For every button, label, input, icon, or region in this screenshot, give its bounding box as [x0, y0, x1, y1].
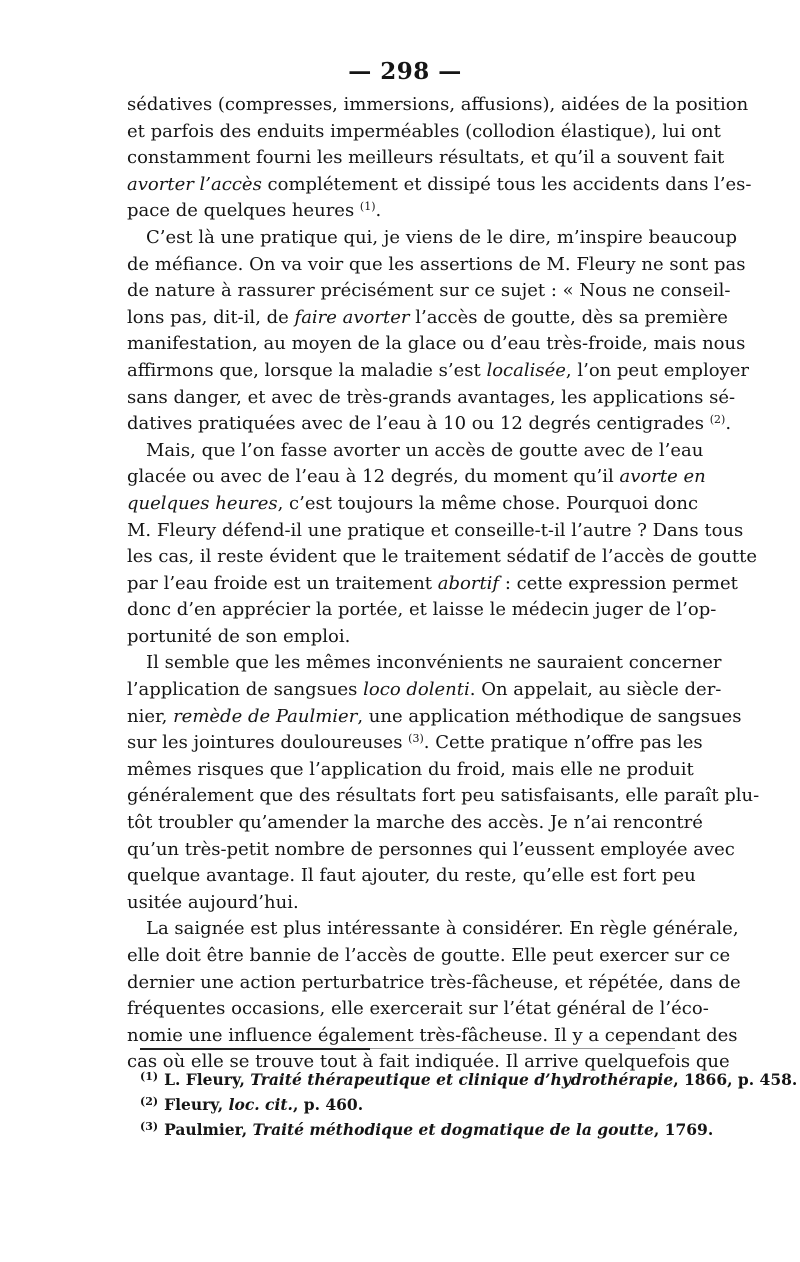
text-line — [127, 464, 706, 491]
page-number: — 298 — — [348, 58, 462, 85]
text-line — [127, 863, 696, 890]
italic-text: Traité méthodique et dogmatique de la goutte — [252, 1120, 654, 1139]
text-line — [127, 1023, 738, 1050]
text-run: , une application méthodique de sangsues — [357, 705, 742, 727]
text-run: nomie une influence également très-fâcheuse. Il y a cependant des — [127, 1024, 738, 1046]
footnote — [140, 1066, 798, 1091]
footnote-rule-extension — [370, 1048, 675, 1049]
text-line — [127, 198, 673, 225]
text-line — [127, 837, 735, 864]
text-run: , c’est toujours la même chose. Pourquoi donc — [277, 492, 699, 514]
italic-text: loco dolenti — [363, 679, 470, 701]
italic-text: abortif — [437, 572, 500, 594]
text-line — [127, 252, 746, 279]
italic-text: avorter l’accès — [127, 173, 262, 195]
text-run: l’accès de goutte, dès sa première — [409, 306, 728, 328]
text-run: sédatives (compresses, immersions, affusions), aidées de la position — [127, 94, 749, 115]
italic-text: loc. cit. — [228, 1095, 293, 1114]
text-run: donc d’en apprécier la portée, et laisse le médecin juger de l’op- — [127, 599, 717, 621]
footnote-marker: (3) — [140, 1120, 159, 1133]
text-line — [127, 597, 717, 624]
text-line — [127, 518, 744, 545]
text-run: par l’eau froide est un traitement — [127, 572, 438, 594]
text-run: datives pratiquées avec de l’eau à 10 ou 12 degrés centigrades — [127, 413, 710, 435]
text-line — [127, 970, 741, 997]
text-run: cas où elle se trouve tout à fait indiquée. Il arrive quelquefois que — [127, 1051, 730, 1073]
text-line — [127, 571, 738, 598]
footnote — [140, 1091, 680, 1116]
text-run: elle doit être bannie de l’accès de goutte. Elle peut exercer sur ce — [127, 945, 731, 966]
italic-text: quelques heures — [127, 492, 278, 514]
footnote-marker: (2) — [140, 1095, 159, 1108]
text-run: , 1769. — [653, 1120, 714, 1139]
text-run: L. Fleury, — [164, 1070, 251, 1089]
text-line — [127, 225, 738, 252]
text-line — [127, 438, 704, 465]
text-line — [127, 145, 725, 172]
text-run: M. Fleury défend-il une pratique et conseille-t-il l’autre ? Dans tous — [127, 519, 744, 541]
text-line — [127, 119, 721, 146]
text-run: affirmons que, lorsque la maladie s’est — [127, 359, 487, 381]
text-run: pace de quelques heures — [127, 200, 360, 222]
text-run: quelque avantage. Il faut ajouter, du reste, qu’elle est fort peu — [127, 865, 696, 887]
text-run: portunité de son emploi. — [127, 625, 351, 647]
text-run: sans danger, et avec de très-grands avantages, les applications sé- — [127, 386, 736, 408]
text-line — [127, 810, 703, 837]
italic-text: avorte en — [619, 466, 706, 488]
text-run: sur les jointures douloureuses — [127, 732, 409, 754]
text-run: La saignée est plus intéressante à considérer. En règle générale, — [146, 918, 739, 940]
text-line — [127, 385, 736, 412]
text-run: glacée ou avec de l’eau à 12 degrés, du moment qu’il — [127, 466, 620, 488]
footnote-reference: (2) — [709, 413, 726, 427]
text-line — [127, 305, 728, 332]
footnote-reference: (3) — [408, 732, 424, 746]
footnote — [140, 1116, 714, 1141]
text-run: . On appelait, au siècle der- — [469, 679, 722, 701]
text-run: C’est là une pratique qui, je viens de le dire, m’inspire beaucoup — [146, 226, 738, 248]
text-run: de méfiance. On va voir que les assertions de M. Fleury ne sont pas — [127, 253, 746, 275]
text-line — [127, 92, 749, 119]
footnote-marker: (1) — [140, 1070, 159, 1083]
text-run: mêmes risques que l’application du froid, mais elle ne produit — [127, 758, 694, 780]
text-run: . — [375, 200, 382, 222]
text-line — [127, 650, 722, 677]
italic-text: faire avorter — [294, 306, 410, 328]
text-run: l’application de sangsues — [127, 679, 364, 701]
text-run: , l’on peut employer — [565, 359, 749, 381]
text-run: constamment fourni les meilleurs résultats, et qu’il a souvent fait — [127, 147, 725, 169]
text-run: . — [725, 413, 732, 435]
text-run: généralement que des résultats fort peu satisfaisants, elle paraît plu- — [127, 785, 760, 807]
text-run: qu’un très-petit nombre de personnes qui l’eussent employée avec — [127, 838, 735, 860]
text-line — [127, 890, 673, 917]
italic-text: localisée — [486, 359, 566, 381]
text-line — [127, 916, 739, 943]
text-line — [127, 624, 673, 651]
text-line — [127, 278, 731, 305]
text-run: Il semble que les mêmes inconvénients ne sauraient concerner — [146, 652, 722, 674]
text-run: et parfois des enduits imperméables (collodion élastique), lui ont — [127, 120, 721, 142]
text-line — [127, 704, 742, 731]
text-line — [127, 411, 732, 438]
text-line — [127, 544, 757, 571]
text-run: les cas, il reste évident que le traitement sédatif de l’accès de goutte — [127, 546, 757, 568]
text-run: . Cette pratique n’offre pas les — [423, 732, 703, 754]
text-run: nier, — [127, 705, 174, 727]
body-text — [127, 92, 760, 1076]
text-line — [127, 677, 722, 704]
text-run: , p. 460. — [292, 1095, 364, 1114]
footnotes — [140, 1066, 798, 1141]
text-run: Mais, que l’on fasse avorter un accès de goutte avec de l’eau — [146, 439, 704, 461]
text-run: lons pas, dit-il, de — [127, 306, 295, 328]
text-run: tôt troubler qu’amender la marche des accès. Je n’ai rencontré — [127, 812, 703, 834]
text-run: dernier une action perturbatrice très-fâcheuse, et répétée, dans de — [127, 971, 741, 993]
text-line — [127, 943, 731, 970]
text-line — [127, 491, 699, 518]
text-run: manifestation, au moyen de la glace ou d’eau très-froide, mais nous — [127, 333, 746, 355]
italic-text: remède de Paulmier — [173, 705, 358, 727]
text-run: , 1866, p. 458. — [673, 1070, 798, 1089]
italic-text: Traité thérapeutique et clinique d’hydrothérapie — [250, 1070, 674, 1089]
text-line — [127, 331, 746, 358]
text-line — [127, 172, 752, 199]
footnote-reference: (1) — [359, 200, 376, 214]
text-run: Paulmier, — [164, 1120, 253, 1139]
text-run: : cette expression permet — [499, 572, 738, 594]
text-line — [127, 757, 694, 784]
text-line — [127, 358, 749, 385]
text-run: usitée aujourd’hui. — [127, 891, 299, 913]
text-run: fréquentes occasions, elle exercerait sur l’état général de l’éco- — [127, 998, 709, 1020]
text-run: Fleury, — [164, 1095, 229, 1114]
footnote-rule — [140, 1048, 370, 1050]
text-line — [127, 996, 709, 1023]
text-run: complétement et dissipé tous les accidents dans l’es- — [261, 173, 752, 195]
text-run: de nature à rassurer précisément sur ce sujet : « Nous ne conseil- — [127, 280, 731, 302]
text-line — [127, 730, 703, 757]
text-line — [127, 783, 760, 810]
